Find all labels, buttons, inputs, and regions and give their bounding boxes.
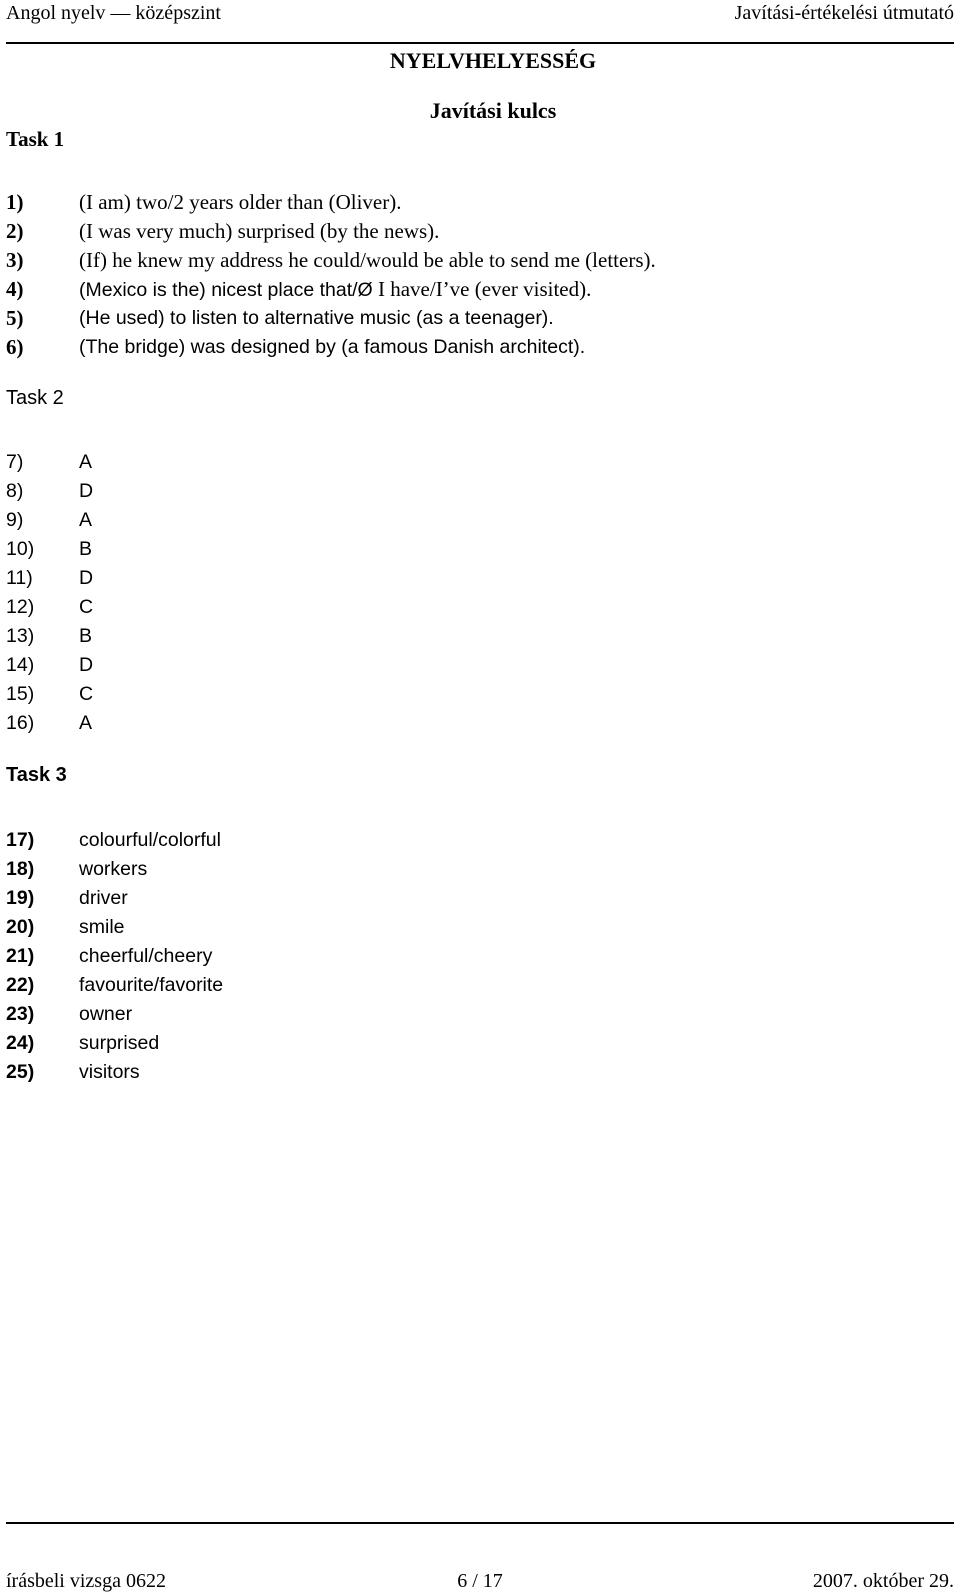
- footer-left: írásbeli vizsga 0622: [6, 1570, 166, 1592]
- item-number: 11): [6, 567, 33, 589]
- item-answer: D: [79, 654, 94, 676]
- header-rule: [6, 42, 954, 44]
- item-answer: driver: [79, 887, 128, 909]
- page-footer: [6, 1568, 954, 1594]
- item-answer: C: [79, 596, 94, 618]
- item-number: 24): [6, 1032, 35, 1054]
- item-number: 17): [6, 829, 35, 851]
- item-number: 25): [6, 1061, 35, 1083]
- item-number: 2): [6, 219, 24, 243]
- header-left: Angol nyelv — középszint: [6, 2, 221, 24]
- item-number: 14): [6, 654, 35, 676]
- item-answer: A: [79, 712, 93, 734]
- item-answer: C: [79, 683, 94, 705]
- footer-date: 2007. október 29.: [812, 1570, 954, 1592]
- item-answer: favourite/favorite: [79, 974, 224, 996]
- item-number: 6): [6, 335, 24, 359]
- item-answer-part: (Mexico is the) nicest place that/: [79, 279, 358, 301]
- item-answer: (If) he knew my address he could/would be able to send me (letters).: [79, 248, 656, 272]
- item-answer: (He used) to listen to alternative music (as a teenager).: [79, 307, 554, 329]
- item-answer: A: [79, 509, 93, 531]
- item-number: 3): [6, 248, 24, 272]
- item-answer: (The bridge) was designed by (a famous Danish architect).: [79, 336, 586, 358]
- item-number: 5): [6, 306, 24, 330]
- item-answer: smile: [79, 916, 125, 938]
- header-right: Javítási-értékelési útmutató: [734, 2, 954, 24]
- item-answer: workers: [79, 858, 148, 880]
- item-number: 8): [6, 480, 24, 502]
- empty-set-symbol: Ø: [357, 279, 373, 301]
- item-answer: A: [79, 451, 93, 473]
- item-number: 22): [6, 974, 35, 996]
- item-answer: colourful/colorful: [79, 829, 221, 851]
- item-answer: (I am) two/2 years older than (Oliver).: [79, 190, 402, 214]
- task1-title: Task 1: [6, 127, 65, 151]
- page-header: [6, 0, 954, 28]
- item-number: 21): [6, 945, 35, 967]
- item-number: 16): [6, 712, 35, 734]
- item-number: 4): [6, 277, 24, 301]
- item-answer: (I was very much) surprised (by the news).: [79, 219, 440, 243]
- item-number: 9): [6, 509, 24, 531]
- item-answer: D: [79, 480, 94, 502]
- page-number: 6 / 17: [457, 1570, 503, 1592]
- item-number: 7): [6, 451, 24, 473]
- item-answer: visitors: [79, 1061, 140, 1083]
- footer-rule: [6, 1522, 954, 1524]
- page-title: NYELVHELYESSÉG: [389, 48, 597, 73]
- item-number: 10): [6, 538, 35, 560]
- item-answer: surprised: [79, 1032, 160, 1054]
- item-answer: [79, 275, 591, 305]
- item-number: 13): [6, 625, 35, 647]
- item-answer: B: [79, 625, 93, 647]
- item-answer: B: [79, 538, 93, 560]
- item-answer-part: I have/I’ve (ever visited).: [372, 277, 592, 301]
- item-answer: cheerful/cheery: [79, 945, 213, 967]
- item-number: 12): [6, 596, 35, 618]
- item-number: 19): [6, 887, 35, 909]
- item-number: 1): [6, 190, 24, 214]
- item-number: 23): [6, 1003, 35, 1025]
- task3-title: Task 3: [6, 764, 67, 786]
- task2-title: Task 2: [6, 387, 64, 409]
- item-number: 20): [6, 916, 35, 938]
- page-subtitle: Javítási kulcs: [429, 98, 557, 123]
- item-number: 15): [6, 683, 35, 705]
- item-answer: owner: [79, 1003, 133, 1025]
- item-number: 18): [6, 858, 35, 880]
- item-answer: D: [79, 567, 94, 589]
